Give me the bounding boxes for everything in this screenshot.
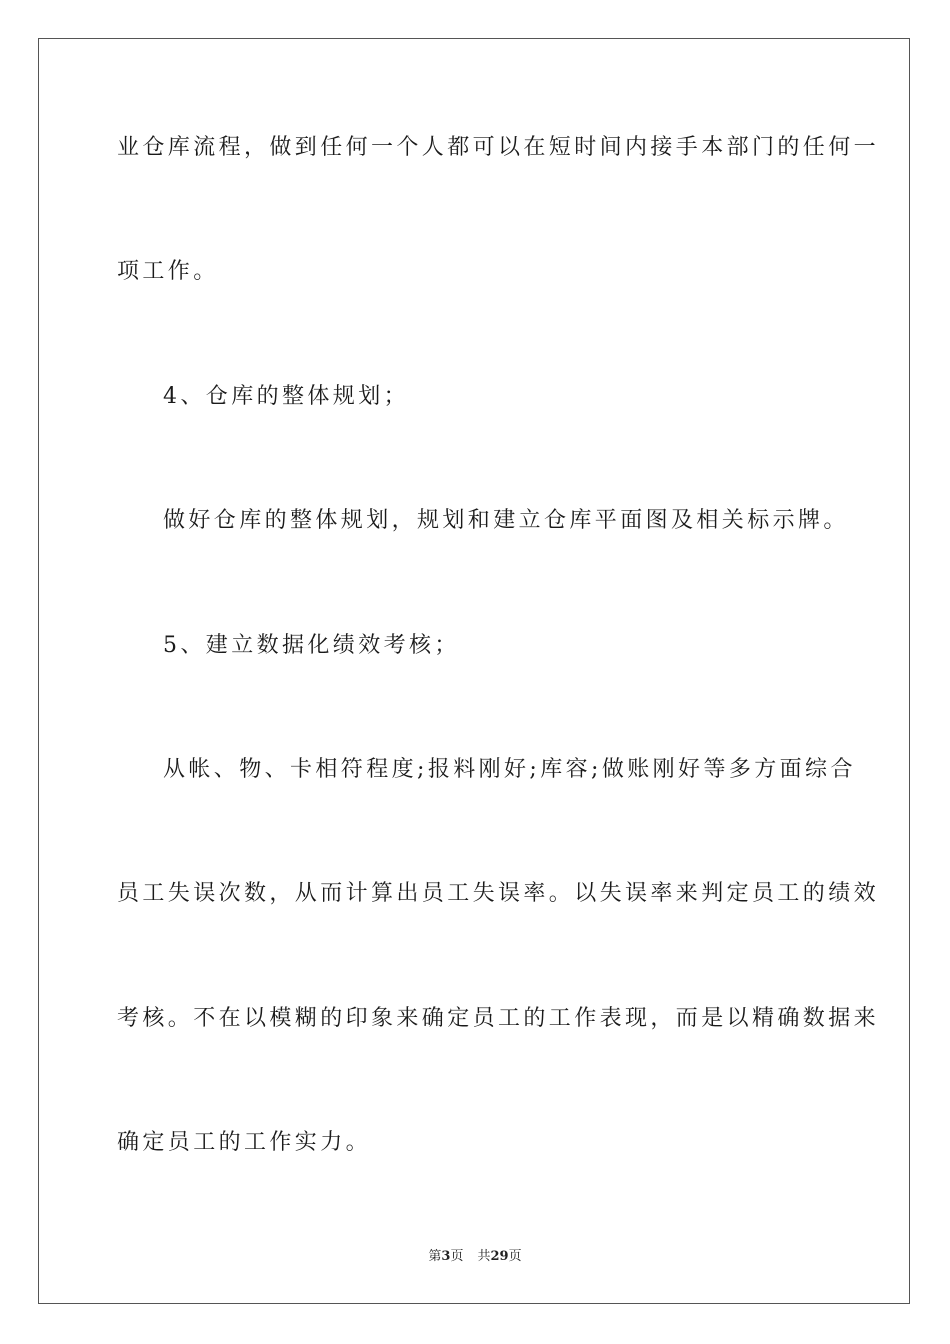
- page-footer: [0, 1249, 950, 1265]
- footer-page-suffix: 页: [450, 1249, 464, 1264]
- footer-total-pages: 29: [490, 1249, 509, 1264]
- paragraph-line-4: 从帐、物、卡相符程度;报料刚好;库容;做账刚好等多方面综合: [163, 757, 856, 782]
- paragraph-line-5: 员工失误次数，从而计算出员工失误率。以失误率来判定员工的绩效: [117, 881, 880, 906]
- paragraph-line-2: 项工作。: [117, 259, 219, 284]
- paragraph-line-3: 做好仓库的整体规划，规划和建立仓库平面图及相关标示牌。: [163, 508, 849, 533]
- footer-total-prefix: 共: [477, 1249, 491, 1264]
- paragraph-line-7: 确定员工的工作实力。: [117, 1130, 372, 1155]
- footer-page-prefix: 第: [428, 1249, 442, 1264]
- section-heading-4: 4、仓库的整体规划；: [163, 384, 409, 409]
- footer-page-number: 3: [441, 1249, 451, 1264]
- page-border: [38, 38, 910, 1304]
- section-heading-5: 5、建立数据化绩效考核；: [163, 633, 460, 658]
- paragraph-line-6: 考核。不在以模糊的印象来确定员工的工作表现，而是以精确数据来: [117, 1006, 880, 1031]
- footer-total-suffix: 页: [508, 1249, 522, 1264]
- paragraph-line-1: 业仓库流程，做到任何一个人都可以在短时间内接手本部门的任何一: [117, 135, 880, 160]
